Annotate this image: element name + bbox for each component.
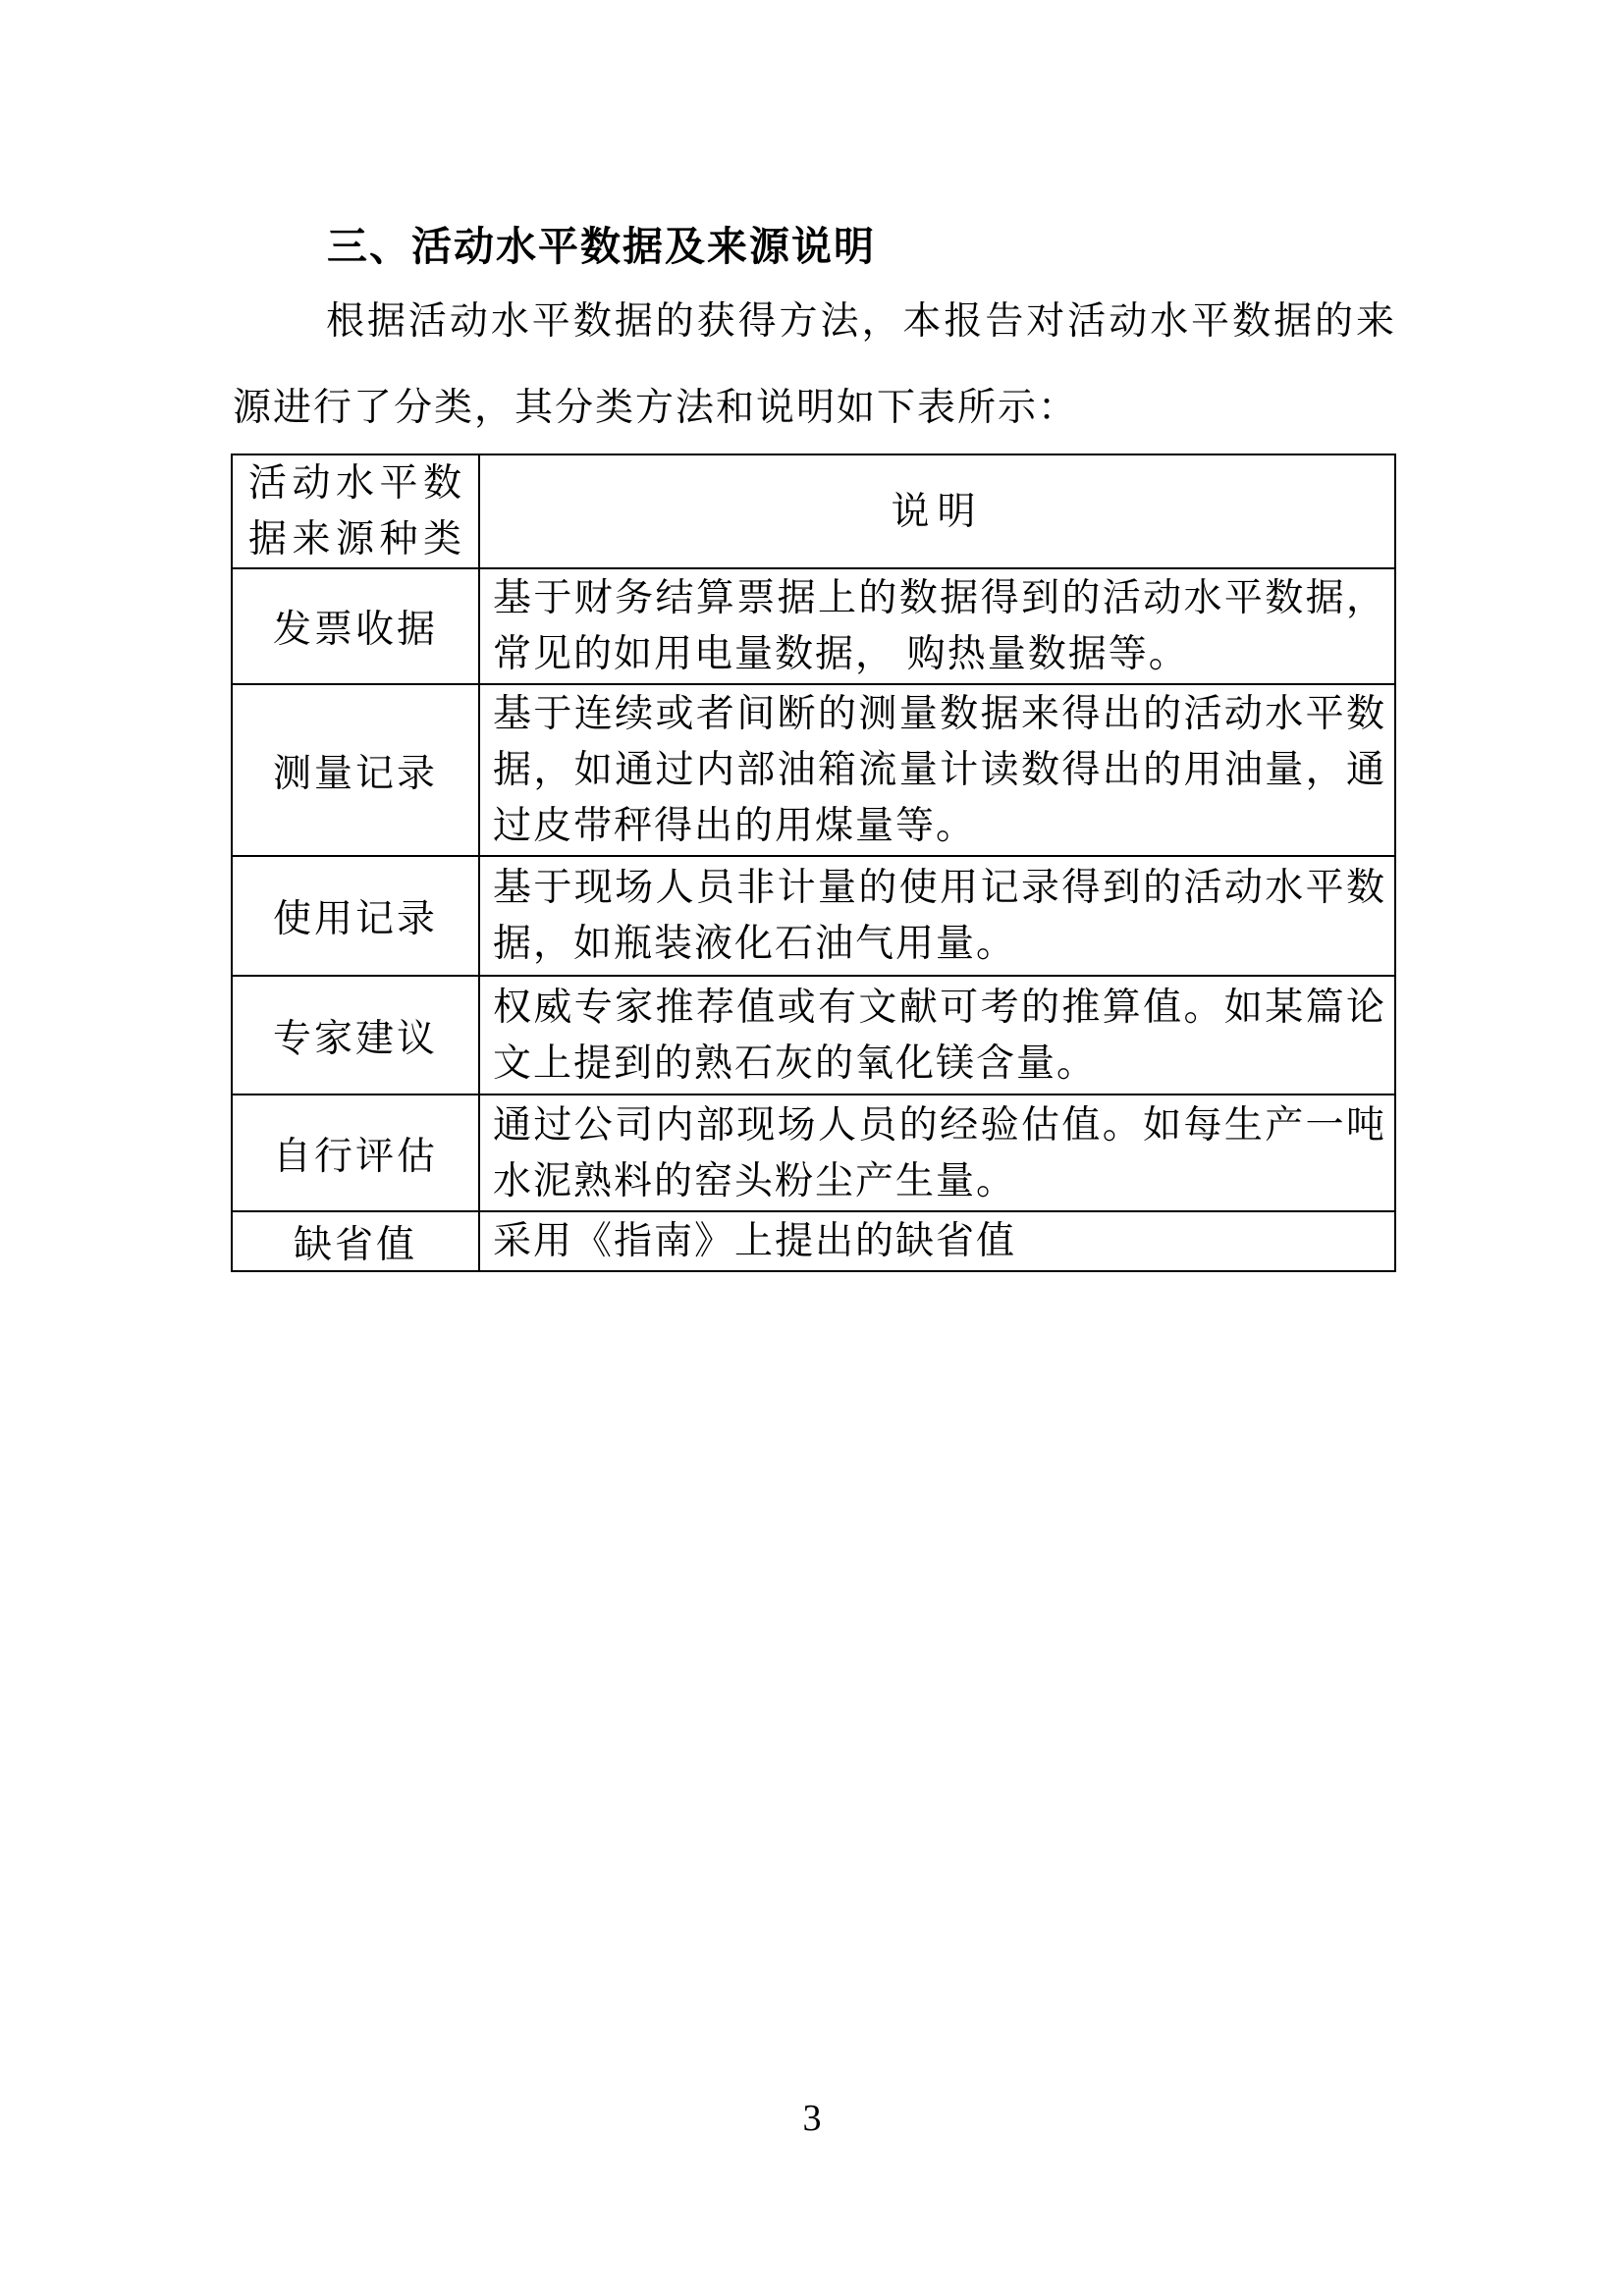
category-cell: 专家建议 [232,976,479,1095]
description-cell: 基于连续或者间断的测量数据来得出的活动水平数据，如通过内部油箱流量计读数得出的用油量，通过皮带秤得出的用煤量等。 [479,684,1395,856]
category-cell: 缺省值 [232,1211,479,1271]
table-row [232,568,1395,684]
column-header-category: 活动水平数据来源种类 [232,454,479,568]
category-cell: 自行评估 [232,1095,479,1211]
description-cell: 基于财务结算票据上的数据得到的活动水平数据，常见的如用电量数据， 购热量数据等。 [479,568,1395,684]
intro-paragraph: 根据活动水平数据的获得方法，本报告对活动水平数据的来源进行了分类，其分类方法和说明如下表所示： [233,300,1396,429]
page-number: 3 [802,2098,822,2139]
table-row [232,856,1395,976]
category-cell: 发票收据 [232,568,479,684]
description-cell: 基于现场人员非计量的使用记录得到的活动水平数据，如瓶装液化石油气用量。 [479,856,1395,976]
table-row [232,976,1395,1095]
table-header-row [232,454,1395,568]
category-cell: 使用记录 [232,856,479,976]
data-source-table [231,454,1396,1272]
table-row [232,684,1395,856]
description-cell: 采用《指南》上提出的缺省值 [479,1211,1395,1271]
table-body [232,568,1395,1271]
column-header-description: 说明 [479,454,1395,568]
description-cell: 通过公司内部现场人员的经验估值。如每生产一吨水泥熟料的窑头粉尘产生量。 [479,1095,1395,1211]
table-row [232,1095,1395,1211]
table-row [232,1211,1395,1271]
section-heading: 三、活动水平数据及来源说明 [327,224,876,269]
description-cell: 权威专家推荐值或有文献可考的推算值。如某篇论文上提到的熟石灰的氧化镁含量。 [479,976,1395,1095]
category-cell: 测量记录 [232,684,479,856]
